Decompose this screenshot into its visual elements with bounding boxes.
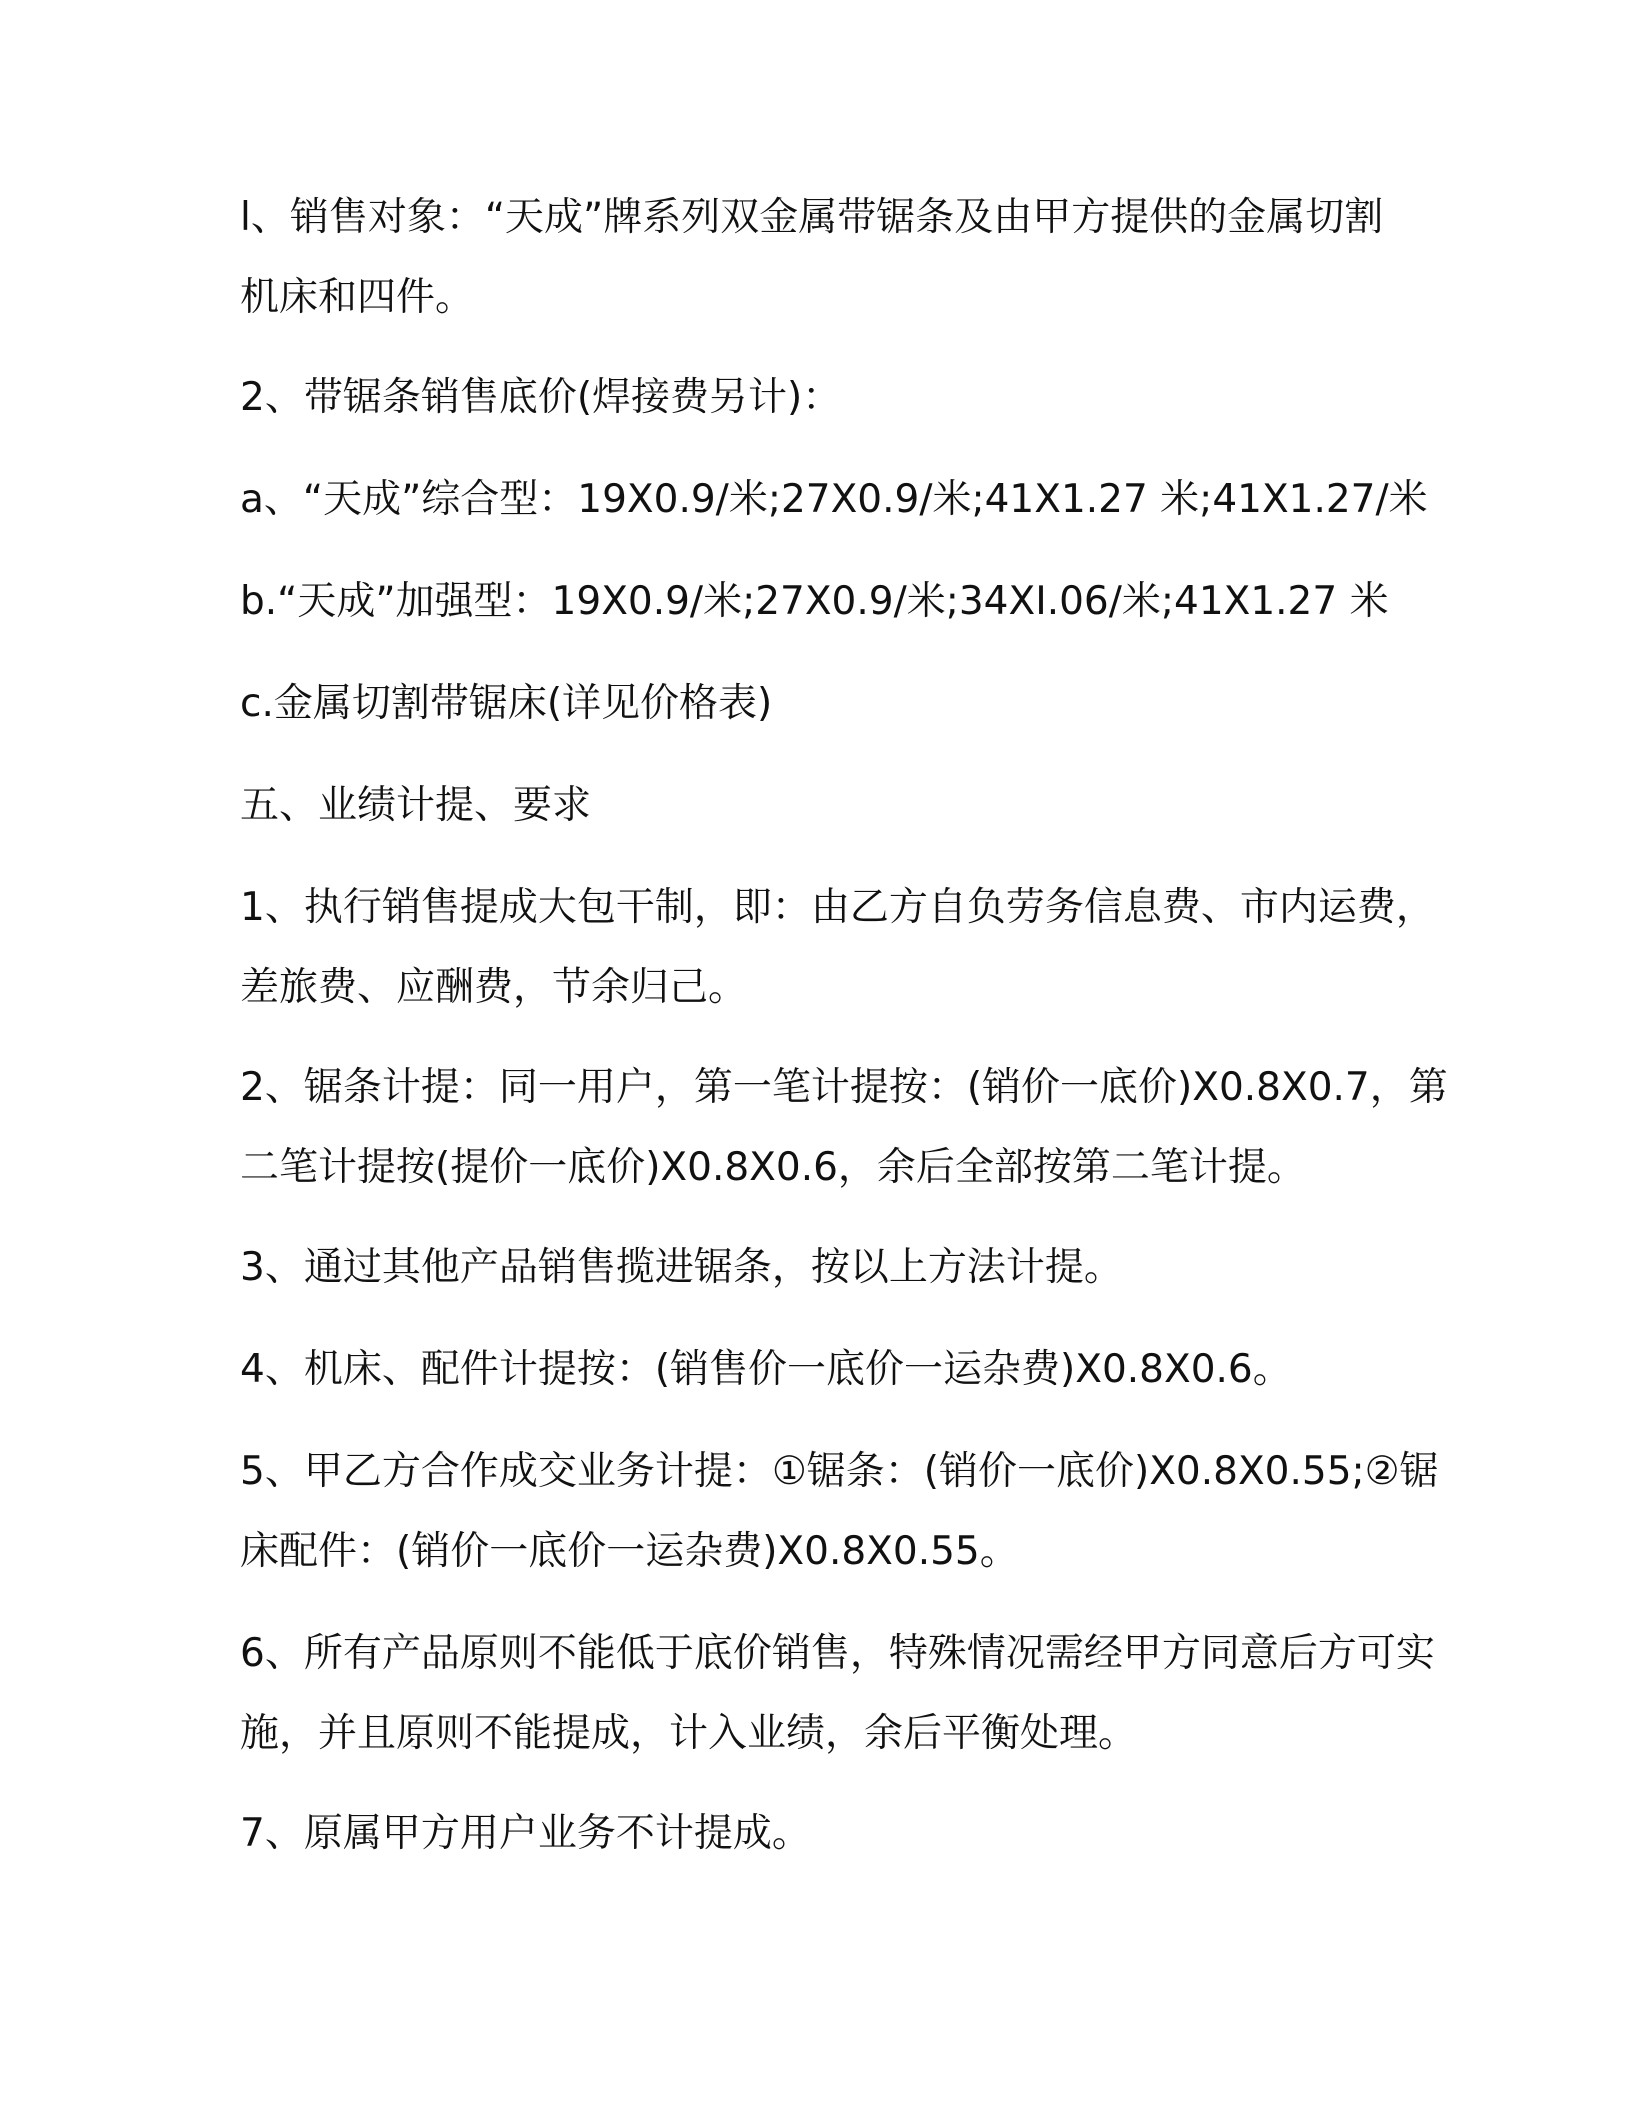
paragraph-item-a: a、“天成”综合型：19X0.9/米;27X0.9/米;41X1.27 米;41X1.27/米 <box>240 477 1428 522</box>
paragraph-line: 差旅费、应酬费，节余归己。 <box>240 965 748 1010</box>
paragraph-line: 机床和四件。 <box>240 275 475 320</box>
paragraph-item-b: b.“天成”加强型：19X0.9/米;27X0.9/米;34XI.06/米;41X1.27 米 <box>240 579 1389 624</box>
paragraph-rule-6 <box>240 1614 1435 1774</box>
paragraph-rule-3: 3、通过其他产品销售揽进锯条，按以上方法计提。 <box>240 1245 1123 1290</box>
paragraph-line: 1、执行销售提成大包干制，即：由乙方自负劳务信息费、市内运费， <box>240 885 1435 930</box>
paragraph-item-c: c.金属切割带锯床(详见价格表) <box>240 681 773 726</box>
paragraph-rule-7: 7、原属甲方用户业务不计提成。 <box>240 1811 811 1856</box>
paragraph-line: 2、锯条计提：同一用户，第一笔计提按：(销价一底价)X0.8X0.7，第 <box>240 1065 1448 1110</box>
paragraph-line: 二笔计提按(提价一底价)X0.8X0.6，余后全部按第二笔计提。 <box>240 1145 1306 1190</box>
paragraph-line: 6、所有产品原则不能低于底价销售，特殊情况需经甲方同意后方可实 <box>240 1631 1435 1676</box>
paragraph-line: 5、甲乙方合作成交业务计提：①锯条：(销价一底价)X0.8X0.55;②锯 <box>240 1449 1439 1494</box>
paragraph-rule-1 <box>240 868 1435 1028</box>
paragraph-base-price-heading: 2、带锯条销售底价(焊接费另计)： <box>240 375 842 420</box>
paragraph-line: l、销售对象：“天成”牌系列双金属带锯条及由甲方提供的金属切割 <box>240 195 1384 240</box>
paragraph-line: 施，并且原则不能提成，计入业绩，余后平衡处理。 <box>240 1711 1138 1756</box>
paragraph-rule-2 <box>240 1048 1448 1208</box>
paragraph-sales-target <box>240 178 1400 338</box>
paragraph-rule-5 <box>240 1432 1439 1592</box>
paragraph-rule-4: 4、机床、配件计提按：(销售价一底价一运杂费)X0.8X0.6。 <box>240 1347 1292 1392</box>
section-heading-five: 五、业绩计提、要求 <box>240 783 592 828</box>
paragraph-line: 床配件：(销价一底价一运杂费)X0.8X0.55。 <box>240 1529 1019 1574</box>
